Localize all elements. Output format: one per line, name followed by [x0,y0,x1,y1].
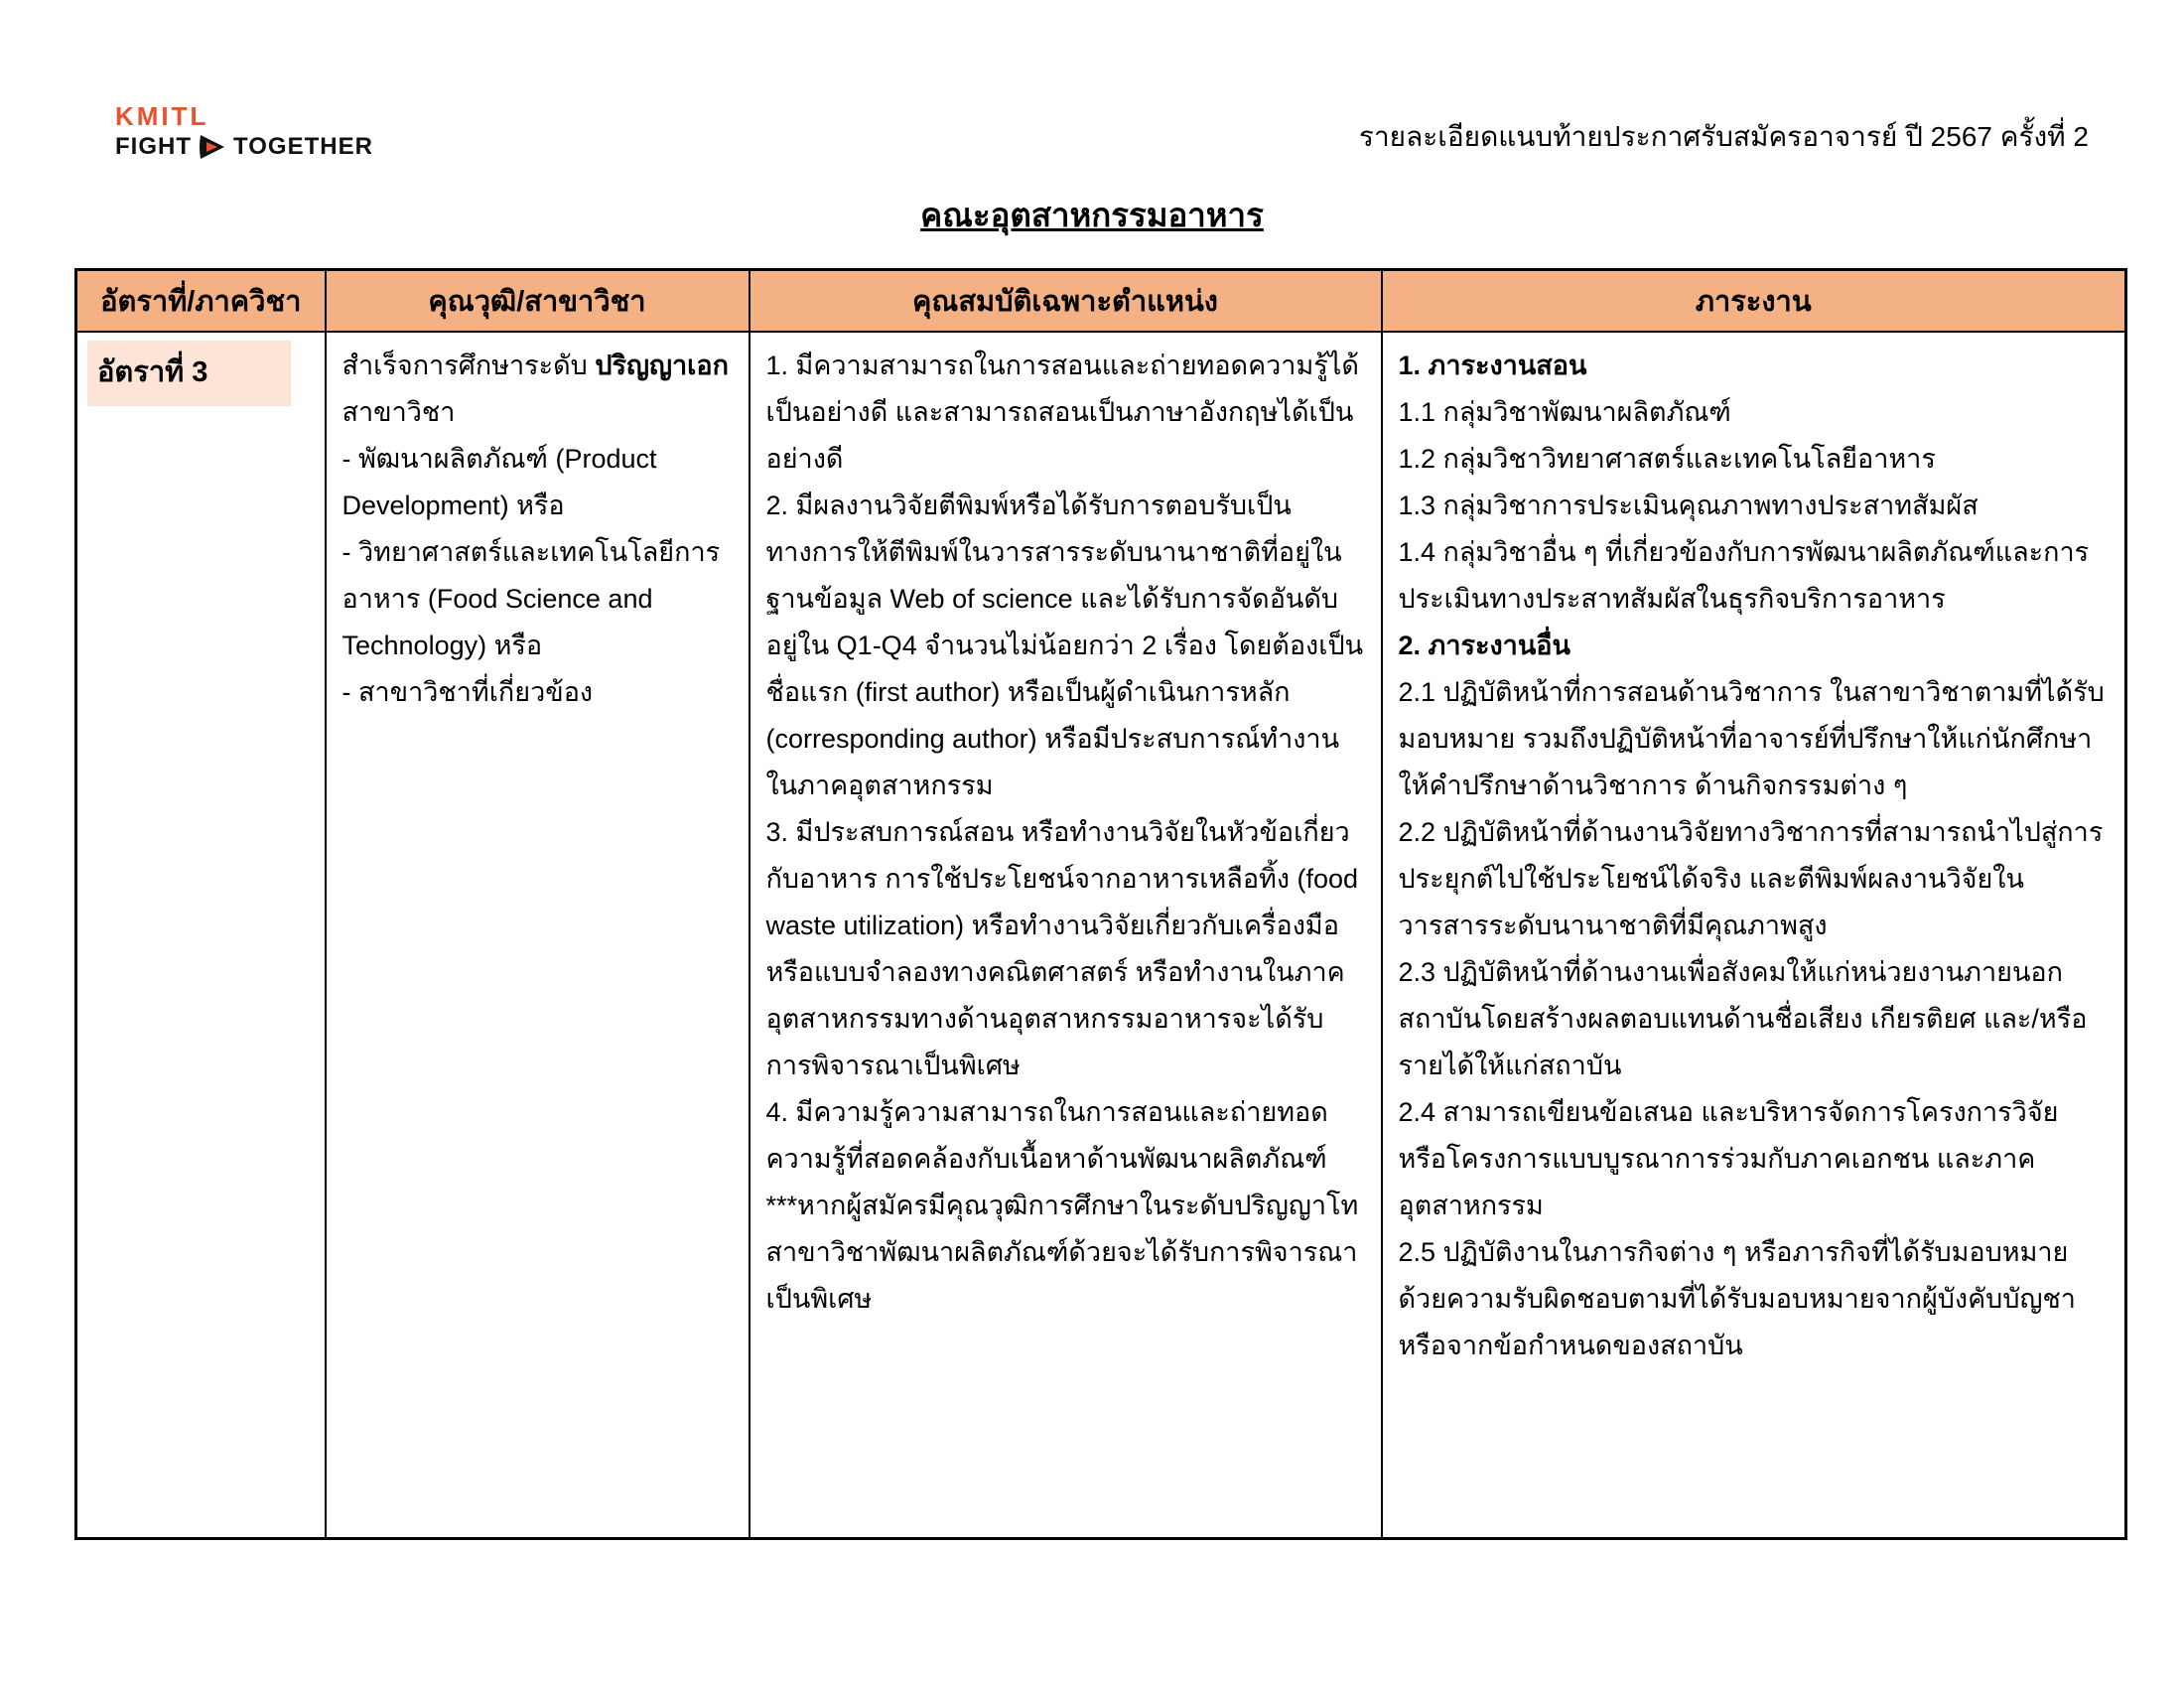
workload-section2-title: 2. ภาระงานอื่น [1398,630,1570,660]
header-note: รายละเอียดแนบท้ายประกาศรับสมัครอาจารย์ ปี 2567 ครั้งที่ 2 [1358,121,2089,152]
kmitl-logo-text: KMITL [115,101,209,131]
tagline-together-text: TOGETHER [233,133,373,160]
page-title: คณะอุตสาหกรรมอาหาร [920,197,1264,233]
workload-section1-title: 1. ภาระงานสอน [1398,350,1587,380]
workload-item: 1.4 กลุ่มวิชาอื่น ๆ ที่เกี่ยวข้องกับการพัฒนาผลิตภัณฑ์และการประเมินทางประสาทสัมผัสในธุรกิจบริการอาหาร [1398,536,2090,614]
qualification-item: - สาขาวิชาที่เกี่ยวข้อง [341,676,594,707]
specific-qualification-list [766,343,1365,1323]
specific-qualification-item: 3. มีประสบการณ์สอน หรือทำงานวิจัยในหัวข้อเกี่ยวกับอาหาร การใช้ประโยชน์จากอาหารเหลือทิ้ง (food waste utilization) หรือทำงานวิจัยเกี่ยวกับเครื่องมือหรือแบบจำลองทางคณิตศาสตร์ หรือทำงานในภาคอุตสาหกรรมทางด้านอุตสาหกรรมอาหารจะได้รับการพิจารณาเป็นพิเศษ [765,816,1359,1080]
workload-item: 2.3 ปฏิบัติหน้าที่ด้านงานเพื่อสังคมให้แก่หน่วยงานภายนอกสถาบันโดยสร้างผลตอบแทนด้านชื่อเสียง เกียรติยศ และ/หรือรายได้ให้แก่สถาบัน [1398,956,2088,1080]
header-specific-qualification-column: คุณสมบัติเฉพาะตำแหน่ง [750,270,1382,332]
header-position-column: อัตราที่/ภาควิชา [76,270,326,332]
workload-item: 1.3 กลุ่มวิชาการประเมินคุณภาพทางประสาทสัมผัส [1398,490,1979,520]
qualification-subheading: สาขาวิชา [341,396,456,427]
workload-section1-items [1399,389,2110,623]
specific-qualification-cell [750,332,1382,1539]
qualification-item: - พัฒนาผลิตภัณฑ์ (Product Development) หรือ [341,443,657,520]
kmitl-logo [115,103,373,161]
table-header-row [76,270,2126,332]
table-row [76,332,2126,1539]
qualification-intro: สำเร็จการศึกษาระดับ ปริญญาเอก [341,350,729,380]
position-badge: อัตราที่ 3 [87,341,291,406]
specific-qualification-item: 2. มีผลงานวิจัยตีพิมพ์หรือได้รับการตอบรับเป็นทางการให้ตีพิมพ์ในวารสารระดับนานาชาติที่อยู่ในฐานข้อมูล Web of science และได้รับการจัดอันดับอยู่ใน Q1-Q4 จำนวนไม่น้อยกว่า 2 เรื่อง โดยต้องเป็นชื่อแรก (first author) หรือเป็นผู้ดำเนินการหลัก (corresponding author) หรือมีประสบการณ์ทำงานในภาคอุตสาหกรรม [765,490,1364,800]
workload-cell [1382,332,2126,1539]
workload-item: 1.1 กลุ่มวิชาพัฒนาผลิตภัณฑ์ [1398,396,1731,427]
tagline-fight-text: FIGHT [115,133,192,160]
specific-qualification-item: 1. มีความสามารถในการสอนและถ่ายทอดความรู้ได้เป็นอย่างดี และสามารถสอนเป็นภาษาอังกฤษได้เป็นอย่างดี [765,350,1359,474]
qualification-items [342,436,733,716]
workload-item: 1.2 กลุ่มวิชาวิทยาศาสตร์และเทคโนโลยีอาหาร [1398,443,1936,474]
specific-qualification-item: 4. มีความรู้ความสามารถในการสอนและถ่ายทอดความรู้ที่สอดคล้องกับเนื้อหาด้านพัฒนาผลิตภัณฑ์ [765,1096,1328,1174]
workload-section2-items [1399,669,2110,1369]
workload-item: 2.5 ปฏิบัติงานในภารกิจต่าง ๆ หรือภารกิจที่ได้รับมอบหมายด้วยความรับผิดชอบตามที่ได้รับมอบหมายจากผู้บังคับบัญชา หรือจากข้อกำหนดของสถาบัน [1398,1236,2076,1360]
workload-item: 2.4 สามารถเขียนข้อเสนอ และบริหารจัดการโครงการวิจัย หรือโครงการแบบบูรณาการร่วมกับภาคเอกชน และภาคอุตสาหกรรม [1398,1096,2059,1220]
faculty-positions-table [74,268,2127,1540]
kmitl-tagline [115,133,373,161]
header-workload-column: ภาระงาน [1382,270,2126,332]
qualification-cell [326,332,750,1539]
position-cell [76,332,326,1539]
workload-item: 2.2 ปฏิบัติหน้าที่ด้านงานวิจัยทางวิชาการที่สามารถนำไปสู่การประยุกต์ไปใช้ประโยชน์ได้จริง และตีพิมพ์ผลงานวิจัยในวารสารระดับนานาชาติที่มีคุณภาพสูง [1398,816,2104,940]
qualification-item: - วิทยาศาสตร์และเทคโนโลยีการอาหาร (Food Science and Technology) หรือ [341,536,721,660]
play-button-icon [198,133,227,161]
workload-item: 2.1 ปฏิบัติหน้าที่การสอนด้านวิชาการ ในสาขาวิชาตามที่ได้รับมอบหมาย รวมถึงปฏิบัติหน้าที่อาจารย์ที่ปรึกษาให้แก่นักศึกษา ให้คำปรึกษาด้านวิชาการ ด้านกิจกรรมต่าง ๆ [1398,676,2105,800]
specific-qualification-item: ***หากผู้สมัครมีคุณวุฒิการศึกษาในระดับปริญญาโทสาขาวิชาพัฒนาผลิตภัณฑ์ด้วยจะได้รับการพิจารณาเป็นพิเศษ [765,1190,1359,1314]
header-qualification-column: คุณวุฒิ/สาขาวิชา [326,270,750,332]
